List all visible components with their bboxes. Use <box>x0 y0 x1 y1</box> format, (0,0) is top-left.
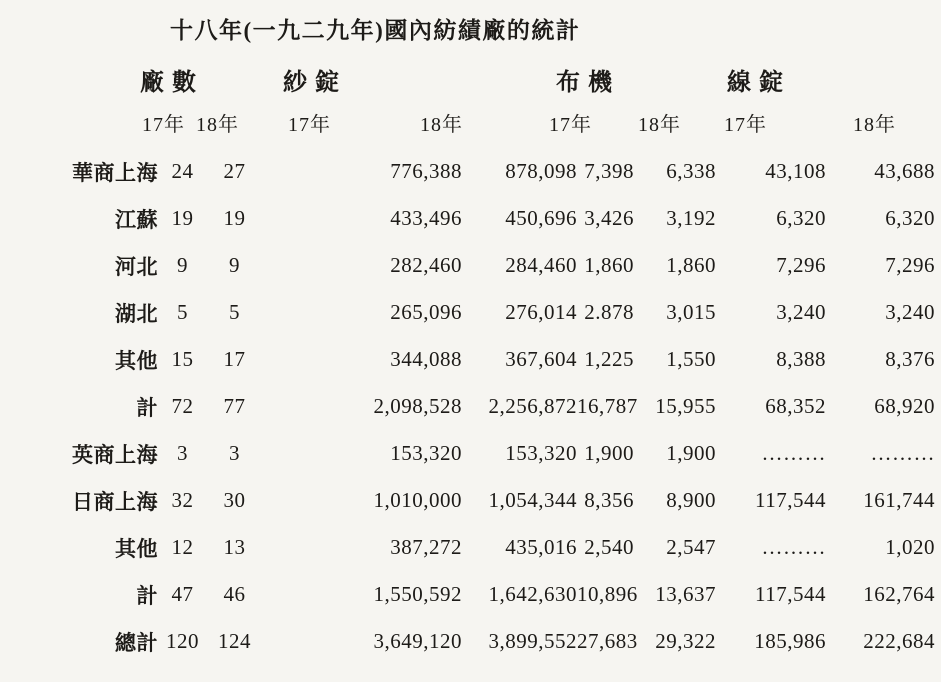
data-cell: 117,544 <box>755 488 826 512</box>
data-cell: ……… <box>870 441 935 465</box>
data-cell: 16,787 <box>577 394 638 418</box>
data-cell: 344,088 <box>390 347 462 371</box>
data-cell: 32 <box>171 488 194 512</box>
row-label: 華商上海 <box>72 160 158 185</box>
data-cell: 3 <box>177 441 188 465</box>
data-cell: 153,320 <box>505 441 577 465</box>
data-cell: 1,900 <box>666 441 716 465</box>
column-group-looms: 布機 <box>556 70 620 96</box>
data-cell: 68,352 <box>765 394 826 418</box>
data-cell: 29,322 <box>655 629 716 653</box>
table-row <box>0 430 935 477</box>
data-cell: 2.878 <box>584 300 634 324</box>
data-cell: 6,320 <box>776 206 826 230</box>
data-cell: 9 <box>177 253 188 277</box>
data-cell: 1,550,592 <box>373 582 462 606</box>
data-cell: 1,225 <box>584 347 634 371</box>
data-cell: ……… <box>761 535 826 559</box>
data-cell: 3,240 <box>885 300 935 324</box>
table-row <box>0 336 935 383</box>
table-row <box>0 383 935 430</box>
data-cell: 10,896 <box>577 582 638 606</box>
data-cell: 7,296 <box>776 253 826 277</box>
data-cell: 387,272 <box>390 535 462 559</box>
table-row <box>0 477 935 524</box>
data-cell: 13,637 <box>655 582 716 606</box>
data-cell: 276,014 <box>505 300 577 324</box>
data-cell: 8,900 <box>666 488 716 512</box>
data-cell: 27 <box>223 159 246 183</box>
data-cell: 1,900 <box>584 441 634 465</box>
data-cell: 878,098 <box>505 159 577 183</box>
data-cell: 24 <box>171 159 194 183</box>
data-cell: 8,388 <box>776 347 826 371</box>
data-cell: 15 <box>171 347 194 371</box>
data-cell: 8,376 <box>885 347 935 371</box>
table-row <box>0 524 935 571</box>
column-group-factory-count: 廠數 <box>140 70 204 96</box>
data-cell: 776,388 <box>390 159 462 183</box>
row-label: 江蘇 <box>115 207 158 232</box>
year-header: 17年 <box>288 114 331 136</box>
row-label: 湖北 <box>115 301 158 326</box>
data-cell: 185,986 <box>754 629 826 653</box>
data-cell: 5 <box>229 300 240 324</box>
data-cell: 19 <box>171 206 194 230</box>
data-cell: 124 <box>218 629 251 653</box>
data-cell: 30 <box>223 488 246 512</box>
data-cell: 1,860 <box>666 253 716 277</box>
data-cell: 46 <box>223 582 246 606</box>
data-cell: 367,604 <box>505 347 577 371</box>
data-cell: 3,649,120 <box>373 629 462 653</box>
data-cell: 153,320 <box>390 441 462 465</box>
page-title: 十八年(一九二九年)國內紡績廠的統計 <box>170 18 581 43</box>
data-cell: 433,496 <box>390 206 462 230</box>
year-header: 18年 <box>196 114 239 136</box>
data-cell: 161,744 <box>863 488 935 512</box>
data-cell: 6,338 <box>666 159 716 183</box>
data-cell: 47 <box>171 582 194 606</box>
year-header: 17年 <box>724 114 767 136</box>
data-cell: 43,108 <box>765 159 826 183</box>
data-cell: 284,460 <box>505 253 577 277</box>
table-row <box>0 148 935 195</box>
data-cell: 1,054,344 <box>488 488 577 512</box>
table-row <box>0 242 935 289</box>
data-cell: 2,256,872 <box>488 394 577 418</box>
data-cell: 72 <box>171 394 194 418</box>
data-cell: 282,460 <box>390 253 462 277</box>
data-cell: 117,544 <box>755 582 826 606</box>
data-cell: 2,540 <box>584 535 634 559</box>
data-cell: 120 <box>166 629 199 653</box>
row-label: 河北 <box>115 254 158 279</box>
table-row <box>0 195 935 242</box>
data-cell: 2,098,528 <box>373 394 462 418</box>
year-header: 17年 <box>549 114 592 136</box>
data-cell: 27,683 <box>577 629 638 653</box>
year-header: 18年 <box>638 114 681 136</box>
data-cell: ……… <box>761 441 826 465</box>
data-cell: 3,240 <box>776 300 826 324</box>
data-cell: 1,550 <box>666 347 716 371</box>
data-cell: 43,688 <box>874 159 935 183</box>
data-cell: 265,096 <box>390 300 462 324</box>
data-cell: 162,764 <box>863 582 935 606</box>
data-cell: 6,320 <box>885 206 935 230</box>
data-cell: 1,020 <box>885 535 935 559</box>
year-header: 18年 <box>420 114 463 136</box>
data-cell: 13 <box>223 535 246 559</box>
data-cell: 3,899,552 <box>488 629 577 653</box>
data-cell: 3,015 <box>666 300 716 324</box>
table-row <box>0 618 935 665</box>
data-cell: 12 <box>171 535 194 559</box>
row-label: 計 <box>136 583 158 608</box>
data-cell: 8,356 <box>584 488 634 512</box>
data-cell: 3,192 <box>666 206 716 230</box>
data-cell: 1,642,630 <box>488 582 577 606</box>
row-label: 其他 <box>115 536 158 561</box>
row-label: 總計 <box>115 630 158 655</box>
data-cell: 1,010,000 <box>373 488 462 512</box>
data-cell: 77 <box>223 394 246 418</box>
column-group-thread-spindles: 線錠 <box>727 70 791 96</box>
data-cell: 7,398 <box>584 159 634 183</box>
data-cell: 222,684 <box>863 629 935 653</box>
statistics-table <box>0 148 935 665</box>
table-header <box>0 56 941 144</box>
data-cell: 19 <box>223 206 246 230</box>
data-cell: 1,860 <box>584 253 634 277</box>
row-label: 計 <box>136 395 158 420</box>
data-cell: 435,016 <box>505 535 577 559</box>
data-cell: 5 <box>177 300 188 324</box>
data-cell: 7,296 <box>885 253 935 277</box>
table-row <box>0 289 935 336</box>
data-cell: 3 <box>229 441 240 465</box>
data-cell: 450,696 <box>505 206 577 230</box>
data-cell: 68,920 <box>874 394 935 418</box>
column-group-yarn-spindles: 紗錠 <box>283 70 347 96</box>
row-label: 英商上海 <box>72 442 158 467</box>
year-header: 18年 <box>853 114 896 136</box>
row-label: 其他 <box>115 348 158 373</box>
year-header: 17年 <box>142 114 185 136</box>
data-cell: 9 <box>229 253 240 277</box>
data-cell: 17 <box>223 347 246 371</box>
data-cell: 3,426 <box>584 206 634 230</box>
row-label: 日商上海 <box>72 489 158 514</box>
table-row <box>0 571 935 618</box>
data-cell: 2,547 <box>666 535 716 559</box>
data-cell: 15,955 <box>655 394 716 418</box>
